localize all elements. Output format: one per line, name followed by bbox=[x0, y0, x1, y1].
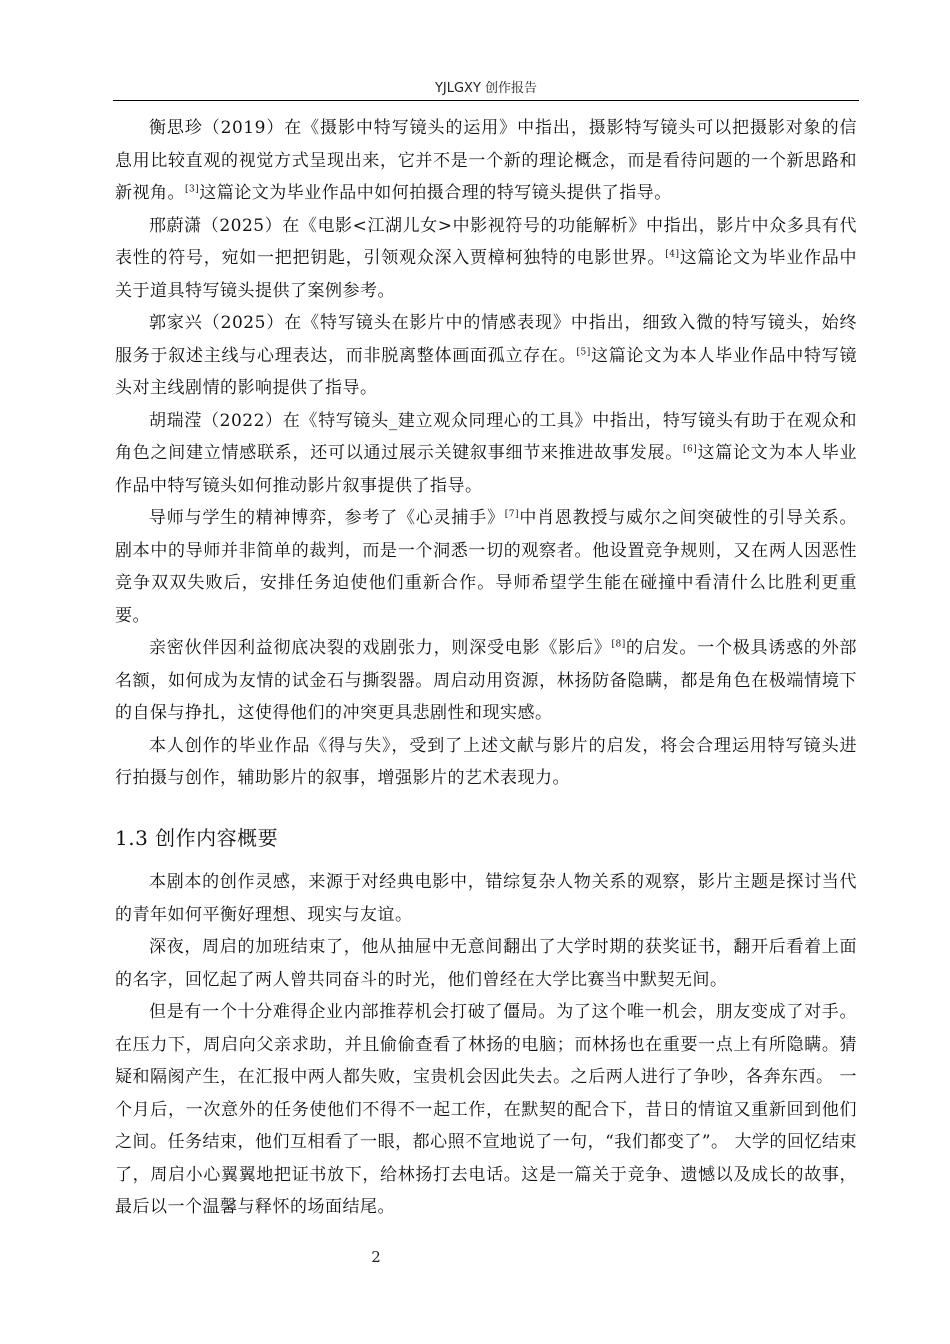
paragraph: 邢蔚潇（2025）在《电影<江湖儿女>中影视符号的功能解析》中指出，影片中众多具有代表性的符号，宛如一把把钥匙，引领观众深入贾樟柯独特的电影世界。[4]这篇论文为毕业作品中关于道具特写镜头提供了案例参考。 bbox=[115, 215, 857, 301]
paragraph: 深夜，周启的加班结束了，他从抽屉中无意间翻出了大学时期的获奖证书，翻开后看着上面的名字，回忆起了两人曾共同奋斗的时光，他们曾经在大学比赛当中默契无间。 bbox=[115, 937, 857, 990]
paragraph: 郭家兴（2025）在《特写镜头在影片中的情感表现》中指出，细致入微的特写镜头，始终服务于叙述主线与心理表达，而非脱离整体画面孤立存在。[5]这篇论文为本人毕业作品中特写镜头对主线剧情的影响提供了指导。 bbox=[115, 313, 857, 398]
literature-review bbox=[115, 112, 857, 795]
paragraph: 本剧本的创作灵感，来源于对经典电影中，错综复杂人物关系的观察，影片主题是探讨当代的青年如何平衡好理想、现实与友谊。 bbox=[115, 872, 857, 925]
citation: [3] bbox=[185, 184, 200, 195]
citation: [8] bbox=[611, 639, 626, 650]
header-divider bbox=[113, 100, 859, 101]
section-heading: 1.3 创作内容概要 bbox=[115, 826, 279, 850]
page-header: YJLGXY 创作报告 bbox=[434, 81, 538, 96]
content-summary bbox=[115, 866, 857, 1224]
page-number: 2 bbox=[371, 1248, 381, 1266]
citation: [4] bbox=[665, 249, 680, 260]
citation: [7] bbox=[504, 509, 520, 520]
paragraph: 导师与学生的精神博弈，参考了《心灵捕手》[7]中肖恩教授与威尔之间突破性的引导关系。剧本中的导师并非简单的裁判，而是一个洞悉一切的观察者。他设置竞争规则，又在两人因恶性竞争双双失败后，安排任务迫使他们重新合作。导师希望学生能在碰撞中看清什么比胜利更重要。 bbox=[115, 508, 858, 626]
paragraph: 本人创作的毕业作品《得与失》，受到了上述文献与影片的启发，将会合理运用特写镜头进行拍摄与创作，辅助影片的叙事，增强影片的艺术表现力。 bbox=[115, 735, 857, 788]
citation: [6] bbox=[683, 444, 698, 455]
paragraph: 胡瑞滢（2022）在《特写镜头_建立观众同理心的工具》中指出，特写镜头有助于在观众和角色之间建立情感联系，还可以通过展示关键叙事细节来推进故事发展。[6]这篇论文为本人毕业作品中特写镜头如何推动影片叙事提供了指导。 bbox=[115, 410, 857, 496]
paragraph: 衡思珍（2019）在《摄影中特写镜头的运用》中指出，摄影特写镜头可以把摄影对象的信息用比较直观的视觉方式呈现出来，它并不是一个新的理论概念，而是看待问题的一个新思路和新视角。[3]这篇论文为毕业作品中如何拍摄合理的特写镜头提供了指导。 bbox=[115, 118, 857, 203]
paragraph: 但是有一个十分难得企业内部推荐机会打破了僵局。为了这个唯一机会，朋友变成了对手。在压力下，周启向父亲求助，并且偷偷查看了林扬的电脑；而林扬也在重要一点上有所隐瞒。猜疑和隔阂产生，在汇报中两人都失败，宝贵机会因此失去。之后两人进行了争吵，各奔东西。 一个月后，一次意外的任务使他们不得不一起工作，在默契的配合下，昔日的情谊又重新回到他们之间。任务结束，他们互相看了一眼，都心照不宣地说了一句，“我们都变了”。 大学的回忆结束了，周启小心翼翼地把证书放下，给林扬打去电话。这是一篇关于竞争、遗憾以及成长的故事，最后以一个温馨与释怀的场面结尾。 bbox=[115, 1002, 857, 1217]
paragraph: 亲密伙伴因利益彻底决裂的戏剧张力，则深受电影《影后》[8]的启发。一个极具诱惑的外部名额，如何成为友情的试金石与撕裂器。周启动用资源，林扬防备隐瞒，都是角色在极端情境下的自保与挣扎，这使得他们的冲突更具悲剧性和现实感。 bbox=[115, 638, 857, 723]
citation: [5] bbox=[576, 346, 591, 357]
